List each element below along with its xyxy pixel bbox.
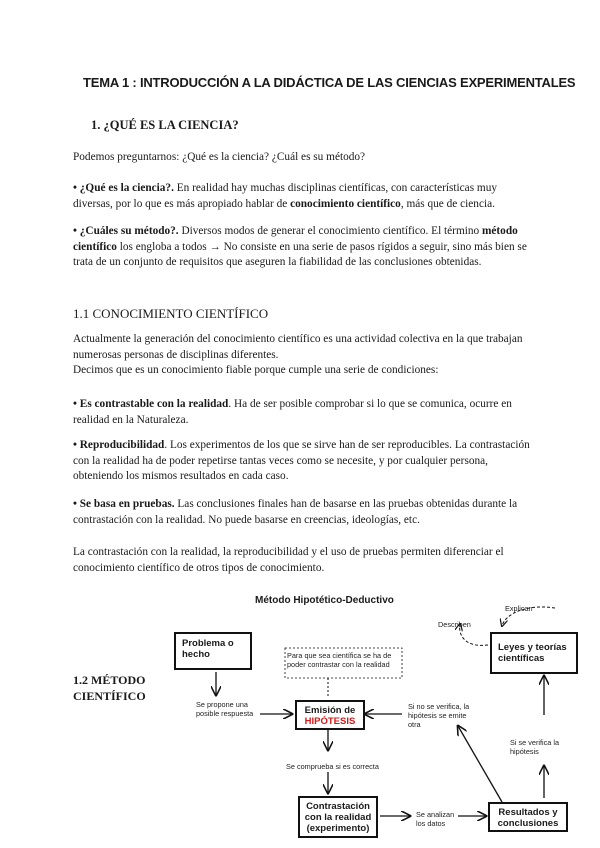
box-problema: Problema o hecho (174, 632, 252, 670)
topic-title: TEMA 1 : INTRODUCCIÓN A LA DIDÁCTICA DE LAS CIENCIAS EXPERIMENTALES (83, 75, 576, 90)
condition-contrastable-label: • Es contrastable con la realidad (73, 398, 229, 410)
box-resultados: Resultados y conclusiones (488, 802, 568, 832)
conocimiento-cientifico-term: conocimiento científico (290, 197, 401, 210)
note-describen: Describen (438, 620, 471, 629)
note-no-verifica: Si no se verifica, la hipótesis se emite otra (408, 702, 470, 729)
intro-paragraph: Podemos preguntarnos: ¿Qué es la ciencia? ¿Cuál es su método? (73, 151, 366, 163)
note-verifica: Si se verifica la hipótesis (510, 738, 560, 756)
condition-pruebas (73, 497, 533, 528)
note-propone-respuesta: Se propone una posible respuesta (196, 700, 254, 718)
question-metodo-paragraph (73, 224, 533, 271)
note-contrastar-realidad: Para que sea científica se ha de poder contrastar con la realidad (287, 651, 392, 669)
question-metodo-text-a: Diversos modos de generar el conocimiento científico. El término (178, 225, 482, 237)
condition-pruebas-label: • Se basa en pruebas. (73, 498, 175, 510)
question-ciencia-text-b: , más que de ciencia. (400, 197, 495, 210)
question-ciencia-paragraph (73, 181, 533, 212)
box-hipotesis-label: HIPÓTESIS (304, 716, 356, 727)
condition-pruebas-text: Las conclusiones finales han de basarse en las pruebas obtenidas durante la contrastación con la realidad. No puede basarse en creencias, ideologías, etc. (73, 498, 518, 526)
conocimiento-p1: Actualmente la generación del conocimiento científico es una actividad colectiva en la que trabajan numerosas personas de disciplinas diferentes. (73, 333, 523, 361)
closing-paragraph: La contrastación con la realidad, la reproducibilidad y el uso de pruebas permiten diferenciar el conocimiento científico de otros tipos de conocimiento. (73, 546, 504, 574)
question-ciencia-text-a: En realidad hay muchas disciplinas científicas, con características muy diversas, por lo que es más apropiado hablar de (73, 182, 497, 210)
note-analizan: Se analizan los datos (416, 810, 455, 828)
condition-reproducibilidad-text: . Los experimentos de los que se sirve han de ser reproducibles. La contrastación con la realidad ha de poder repetirse tantas veces como se necesite, y por cualquier persona, obteniendo los mismos resultados en cada caso. (73, 439, 530, 482)
box-emision-label: Emisión de (304, 705, 356, 716)
box-emision-hipotesis (295, 700, 365, 730)
conocimiento-p2: Decimos que es un conocimiento fiable porque cumple una serie de condiciones: (73, 364, 439, 376)
note-explican: Explican (505, 604, 533, 613)
condition-reproducibilidad-label: • Reproducibilidad (73, 439, 165, 451)
question-metodo-label: • ¿Cuáles su método?. (73, 225, 179, 237)
hypothetico-deductive-diagram (160, 590, 600, 848)
box-contrastacion: Contrastación con la realidad (experimento) (298, 796, 378, 838)
conocimiento-paragraph-1 (73, 332, 533, 379)
condition-contrastable-text: . Ha de ser posible comprobar si lo que se comunica, ocurre en realidad en la Naturaleza. (73, 398, 512, 426)
question-metodo-text-b: los engloba a todos → No consiste en una serie de pasos rígidos a seguir, sino más bien se trata de un conjunto de requisitos que aseguren la fiabilidad de las conclusiones obtenidas. (73, 240, 527, 268)
metodo-cientifico-term: método científico (73, 225, 518, 253)
section-heading-metodo: 1.2 MÉTODO CIENTÍFICO (73, 673, 146, 703)
section-heading-que-es-ciencia: 1. ¿QUÉ ES LA CIENCIA? (91, 118, 239, 132)
box-leyes-teorias: Leyes y teorías científicas (490, 632, 578, 674)
question-ciencia-label: • ¿Qué es la ciencia?. (73, 182, 174, 194)
arrow-diagonal-rechazo (458, 726, 502, 802)
condition-contrastable (73, 397, 533, 428)
note-comprueba: Se comprueba si es correcta (286, 762, 379, 771)
condition-reproducibilidad (73, 438, 533, 485)
section-heading-conocimiento: 1.1 CONOCIMIENTO CIENTÍFICO (73, 306, 269, 321)
diagram-title: Método Hipotético-Deductivo (255, 595, 394, 606)
